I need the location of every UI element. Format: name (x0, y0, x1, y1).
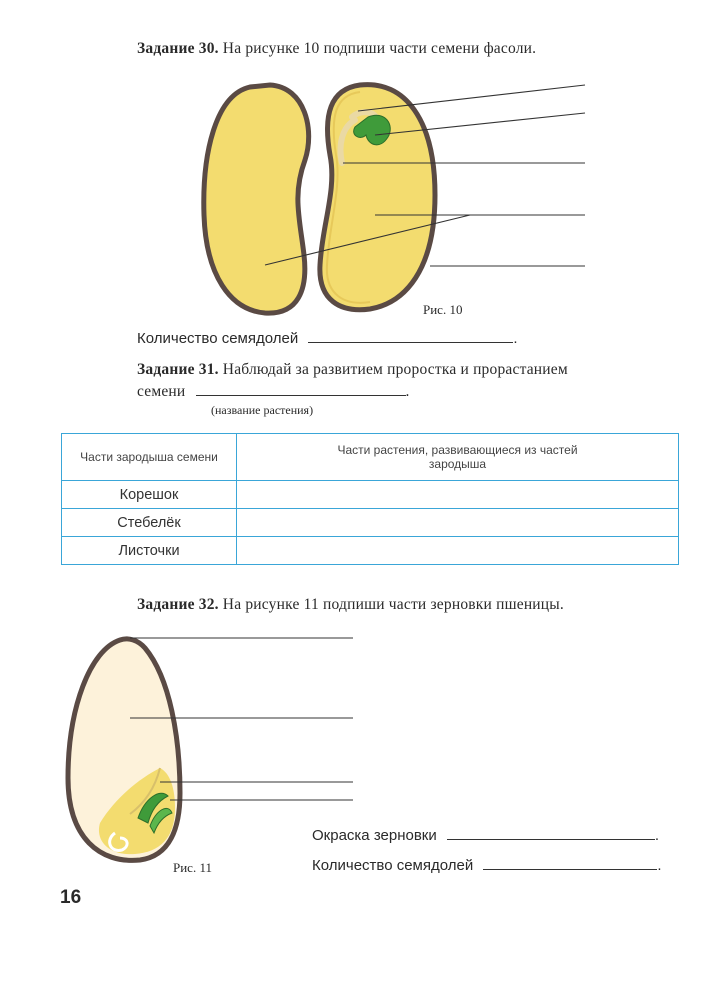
row-answer-leaves[interactable] (237, 537, 679, 565)
row-label-root: Корешок (62, 481, 237, 509)
page-number: 16 (60, 887, 82, 908)
grain-cotyledons-label: Количество семядолей (312, 857, 474, 874)
grain-color-dot: . (654, 827, 660, 844)
grain-color-input[interactable] (447, 839, 655, 840)
plant-name-input[interactable] (196, 395, 406, 396)
grain-color-row (312, 827, 659, 844)
table-header-plant-parts: Части растения, развивающиеся из частей зародыша (237, 434, 679, 481)
task-31-line2 (137, 383, 410, 401)
grain-cotyledons-dot: . (657, 857, 662, 874)
task-31-text2: семени (137, 383, 186, 400)
task-32-label: Задание 32. (137, 596, 219, 613)
task-30-heading (137, 40, 536, 58)
bean-left-cotyledon (204, 85, 309, 313)
table-row (62, 509, 679, 537)
grain-cotyledons-input[interactable] (483, 869, 657, 870)
row-answer-root[interactable] (237, 481, 679, 509)
task-31-label: Задание 31. (137, 361, 219, 378)
table-row (62, 481, 679, 509)
bean-seed-figure (190, 75, 600, 325)
task-32-heading (137, 596, 564, 614)
plant-name-hint: (название растения) (211, 403, 314, 417)
grain-color-label: Окраска зерновки (312, 827, 437, 844)
task-30-text: На рисунке 10 подпиши части семени фасоли. (222, 40, 537, 57)
task-30-label: Задание 30. (137, 40, 219, 57)
table-row (62, 537, 679, 565)
row-label-stem: Стебелёк (62, 509, 237, 537)
cotyledons-count-dot: . (513, 330, 518, 347)
task-31-heading (137, 361, 568, 379)
figure-11-caption: Рис. 11 (173, 860, 212, 875)
grain-cotyledons-row (312, 857, 662, 874)
figure-10-caption: Рис. 10 (423, 302, 463, 317)
cotyledons-count-input[interactable] (308, 342, 513, 343)
cotyledons-count-label: Количество семядолей (137, 330, 299, 347)
task-32-text: На рисунке 11 подпиши части зерновки пшеницы. (222, 596, 564, 613)
embryo-parts-table (61, 433, 679, 565)
row-label-leaves: Листочки (62, 537, 237, 565)
task-31-dot: . (405, 383, 410, 400)
task-31-text: Наблюдай за развитием проростка и прорастанием (222, 361, 568, 378)
cotyledons-count-row (137, 330, 518, 347)
table-header-embryo-parts: Части зародыша семени (62, 434, 237, 481)
row-answer-stem[interactable] (237, 509, 679, 537)
